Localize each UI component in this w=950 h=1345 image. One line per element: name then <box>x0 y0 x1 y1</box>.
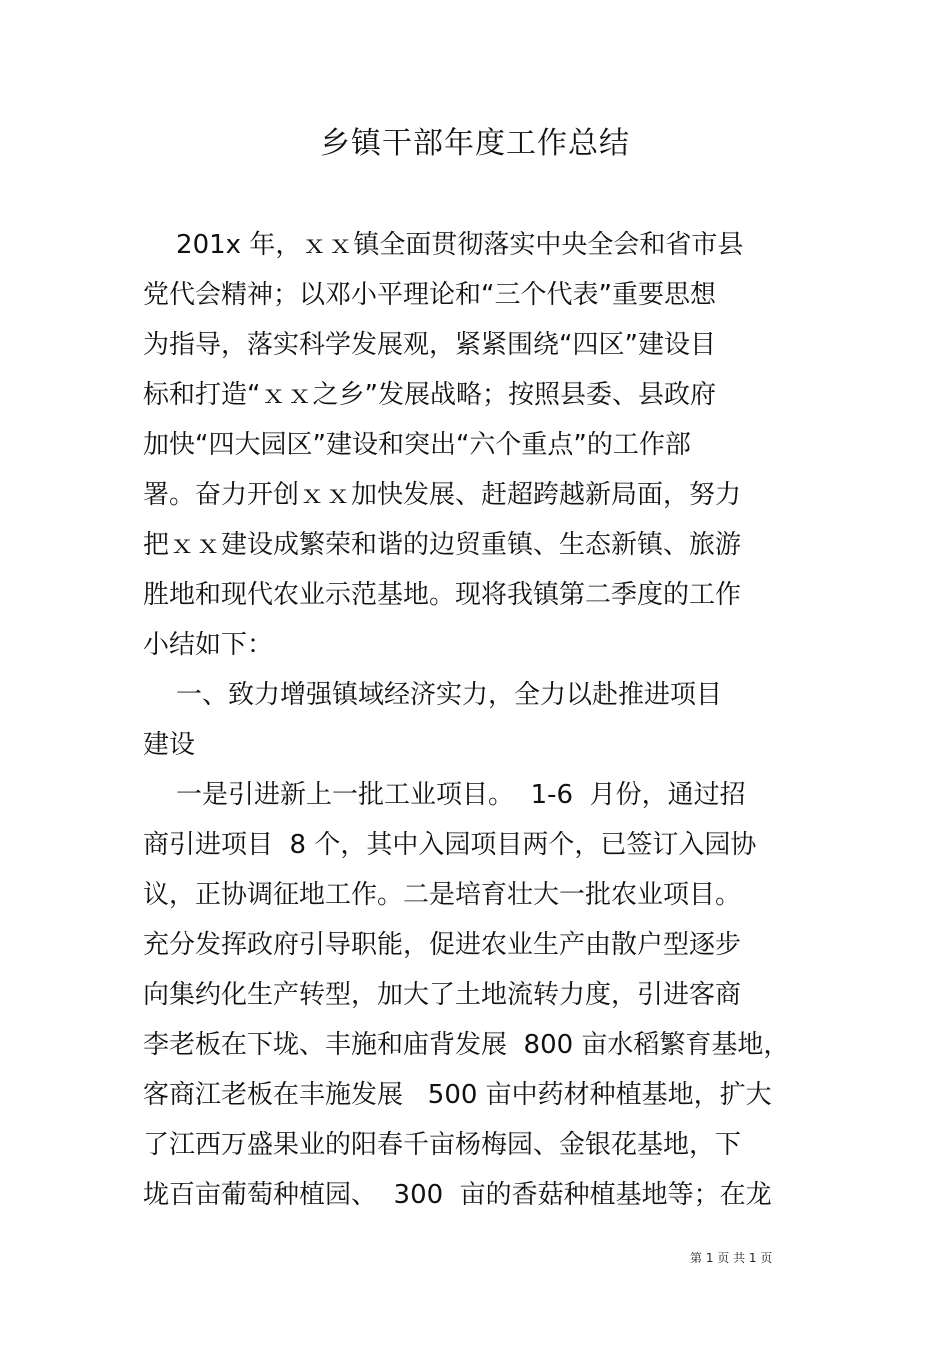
body-line: 标和打造“ｘｘ之乡”发展战略；按照县委、县政府 <box>143 380 716 410</box>
body-line: 了江西万盛果业的阳春千亩杨梅园、金银花基地，下 <box>143 1130 742 1160</box>
body-line: 201x 年，ｘｘ镇全面贯彻落实中央全会和省市县 <box>143 230 744 260</box>
body-line: 为指导，落实科学发展观，紧紧围绕“四区”建设目 <box>143 330 716 360</box>
body-line: 加快“四大园区”建设和突出“六个重点”的工作部 <box>143 430 691 460</box>
body-line: 商引进项目 8 个，其中入园项目两个，已签订入园协 <box>143 830 757 860</box>
body-line: 向集约化生产转型，加大了土地流转力度，引进客商 <box>143 980 742 1010</box>
section-heading-line: 一、致力增强镇域经济实力，全力以赴推进项目 <box>143 680 723 710</box>
body-line: 客商江老板在丰施发展 500 亩中药材种植基地，扩大 <box>143 1080 772 1110</box>
body-line: 李老板在下垅、丰施和庙背发展 800 亩水稻繁育基地， <box>143 1030 790 1060</box>
body-line: 把ｘｘ建设成繁荣和谐的边贸重镇、生态新镇、旅游 <box>143 530 742 560</box>
body-line: 党代会精神；以邓小平理论和“三个代表”重要思想 <box>143 280 716 310</box>
body-line: 充分发挥政府引导职能，促进农业生产由散户型逐步 <box>143 930 742 960</box>
page-title: 乡镇干部年度工作总结 <box>320 126 630 161</box>
body-line: 垅百亩葡萄种植园、 300 亩的香菇种植基地等；在龙 <box>143 1180 772 1210</box>
page-number-footer: 第 1 页 共 1 页 <box>690 1251 773 1265</box>
body-line: 署。奋力开创ｘｘ加快发展、赶超跨越新局面，努力 <box>143 480 742 510</box>
body-line: 胜地和现代农业示范基地。现将我镇第二季度的工作 <box>143 580 742 610</box>
body-line: 一是引进新上一批工业项目。 1-6 月份，通过招 <box>143 780 746 810</box>
body-line: 议，正协调征地工作。二是培育壮大一批农业项目。 <box>143 880 742 910</box>
section-heading-line: 建设 <box>143 730 196 760</box>
body-line: 小结如下： <box>143 630 274 660</box>
